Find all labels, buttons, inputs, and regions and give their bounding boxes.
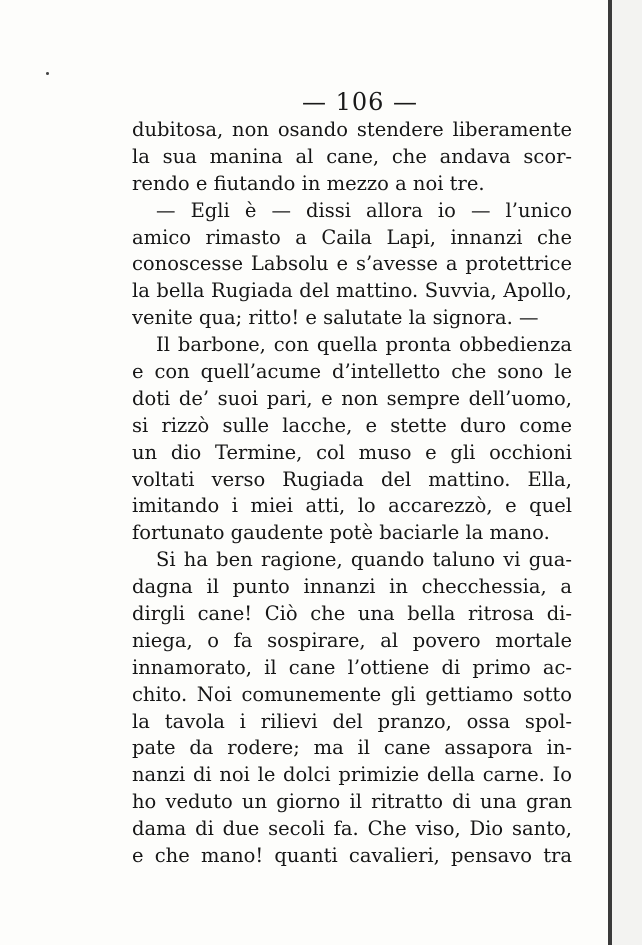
text-line: fortunato gaudente potè baciarle la mano. [132, 521, 550, 545]
text-line: voltati verso Rugiada del mattino. Ella, [132, 467, 572, 491]
text-line: rendo e fiutando in mezzo a noi tre. [132, 171, 485, 195]
text-line: e con quell’acume d’intelletto che sono le [132, 360, 572, 384]
page-number: — 106 — [301, 88, 419, 116]
page-edge-shadow [608, 0, 612, 945]
text-line: Si ha ben ragione, quando taluno vi gua- [156, 548, 572, 572]
text-line: nanzi di noi le dolci primizie della carne. Io [132, 763, 572, 787]
text-line: Il barbone, con quella pronta obbedienza [156, 333, 572, 357]
text-line: doti de’ suoi pari, e non sempre dell’uomo, [132, 386, 572, 410]
paper-speck [46, 72, 49, 75]
text-line: dagna il punto innanzi in checchessia, a [132, 575, 572, 599]
text-line: e che mano! quanti cavalieri, pensavo tra [132, 844, 572, 868]
text-line: dama di due secoli fa. Che viso, Dio santo, [132, 817, 572, 841]
page-margin-right [612, 0, 642, 945]
body-text [132, 117, 572, 870]
text-line: imitando i miei atti, lo accarezzò, e quel [132, 494, 572, 518]
text-line: innamorato, il cane l’ottiene di primo ac- [132, 655, 572, 679]
text-line: la bella Rugiada del mattino. Suvvia, Apollo, [132, 279, 572, 303]
text-line: si rizzò sulle lacche, e stette duro come [132, 413, 572, 437]
text-line: un dio Termine, col muso e gli occhioni [132, 440, 572, 464]
text-line: ho veduto un giorno il ritratto di una gran [132, 790, 572, 814]
text-line: amico rimasto a Caila Lapi, innanzi che [132, 225, 572, 249]
text-line: — Egli è — dissi allora io — l’unico [156, 198, 572, 222]
text-line: chito. Noi comunemente gli gettiamo sotto [132, 682, 572, 706]
text-line: pate da rodere; ma il cane assapora in- [132, 736, 572, 760]
text-line: niega, o fa sospirare, al povero mortale [132, 628, 572, 652]
text-line: conoscesse Labsolu e s’avesse a protettrice [132, 252, 572, 276]
text-line: la sua manina al cane, che andava scor- [132, 144, 572, 168]
text-line: venite qua; ritto! e salutate la signora. — [132, 306, 539, 330]
text-line: la tavola i rilievi del pranzo, ossa spol- [132, 709, 572, 733]
text-line: dirgli cane! Ciò che una bella ritrosa di- [132, 602, 572, 626]
text-line: dubitosa, non osando stendere liberamente [132, 118, 572, 141]
